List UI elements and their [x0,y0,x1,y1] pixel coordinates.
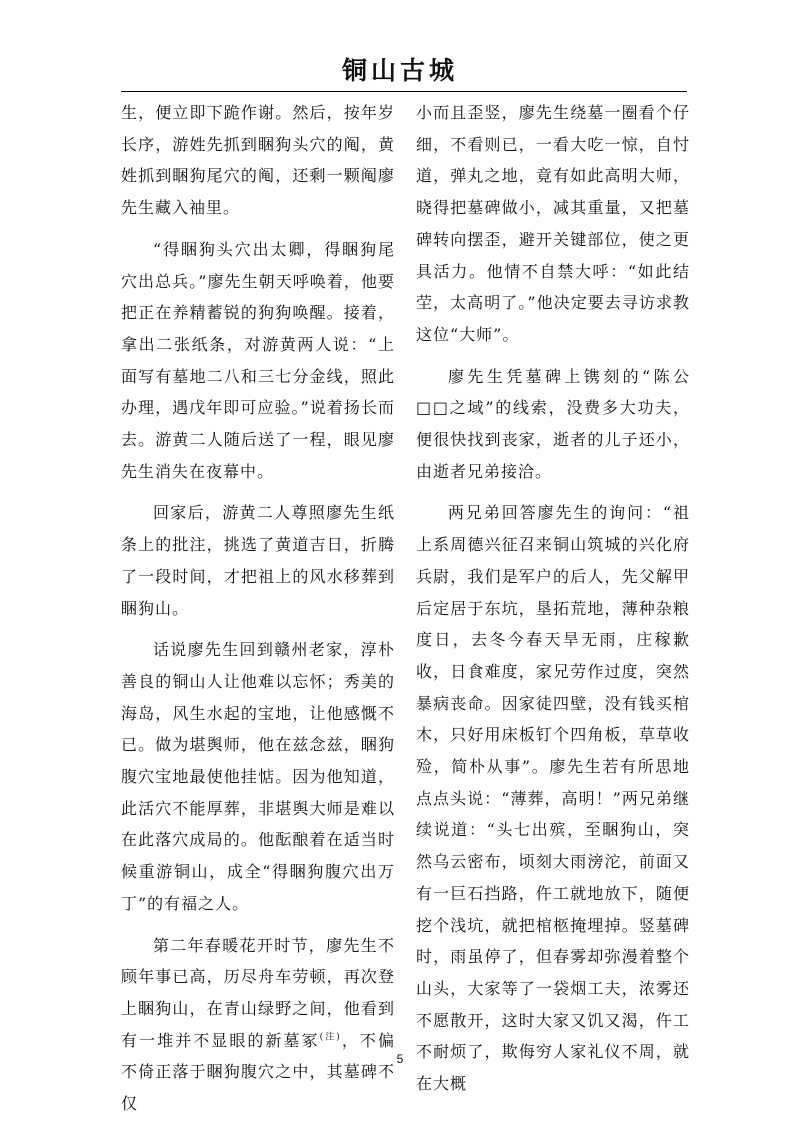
page-title: 铜山古城 [341,56,458,85]
paragraph [121,930,395,1120]
paragraph-text: ，不偏不倚正落于睏狗腹穴之中，其墓碑不仅 [121,1030,395,1114]
paragraph: “得睏狗头穴出太卿，得睏狗尾穴出总兵。”廖先生朝天呼唤着，他要把正在养精蓄锐的狗狗唤醒。接着，拿出二张纸条，对游黄两人说：“上面写有墓地二八和三七分金线，照此办理，遇戊年即可应验。”说着扬长而去。游黄二人随后送了一程，眼见廖先生消失在夜幕中。 [121,239,395,481]
paragraph-text: 第二年春暖花开时节，廖先生不顾年事已高，历尽舟车劳顿，再次登上睏狗山，在青山绿野之间，他看到有一堆并不显眼的新墓冢 [121,935,395,1050]
right-column [416,97,690,1100]
footnote-marker: (注) [319,1032,341,1043]
paragraph: 小而且歪竖，廖先生绕墓一圈看个仔细，不看则已，一看大吃一惊，自忖道，弹丸之地，竟有如此高明大师，晓得把墓碑做小，减其重量，又把墓碑转向摆歪，避开关键部位，使之更具活力。他情不自禁大呼：“如此结茔，太高明了。”他决定要去寻访求教这位“大师”。 [416,103,690,344]
paragraph: 廖先生凭墓碑上镌刻的“陈公□□之域”的线索，没费多大功夫，便很快找到丧家，逝者的儿子还小，由逝者兄弟接洽。 [416,366,690,481]
left-column [121,97,395,1120]
paragraph: 话说廖先生回到赣州老家，淳朴善良的铜山人让他难以忘怀；秀美的海岛，风生水起的宝地，让他感慨不已。做为堪舆师，他在兹念兹，睏狗腹穴宝地最使他挂惦。因为他知道，此活穴不能厚葬，非堪舆大师是难以在此落穴成局的。他酝酿着在适当时候重游铜山，成全“得睏狗腹穴出万丁”的有福之人。 [121,640,395,913]
paragraph: 回家后，游黄二人尊照廖先生纸条上的批注，挑选了黄道吉日，折腾了一段时间，才把祖上的风水移葬到睏狗山。 [121,503,395,618]
paragraph: 两兄弟回答廖先生的询问：“祖上系周德兴征召来铜山筑城的兴化府兵尉，我们是军户的后人，先父解甲后定居于东坑，垦拓荒地，薄种杂粮度日，去冬今春天旱无雨，庄稼歉收，日食难度，家兄劳作过度，突然暴病丧命。因家徒四壁，没有钱买棺木，只好用床板钉个四角板，草草收殓，简朴从事”。廖先生若有所思地点点头说：“薄葬，高明！”两兄弟继续说道：“头七出殡，至睏狗山，突然乌云密布，顷刻大雨滂沱，前面又有一巨石挡路，仵工就地放下，随便挖个浅坑，就把棺柩掩埋掉。竖墓碑时，雨虽停了，但春雾却弥漫着整个山头，大家等了一袋烟工夫，浓雾还不愿散开，这时大家又饥又渴，仵工不耐烦了，欺侮穷人家礼仪不周，就在大概 [416,503,690,1094]
paragraph: 生，便立即下跪作谢。然后，按年岁长序，游姓先抓到睏狗头穴的阄，黄姓抓到睏狗尾穴的阄，还剩一颗阄廖先生藏入袖里。 [121,103,395,218]
header-divider [121,91,687,92]
page-number: 5 [396,1052,404,1066]
